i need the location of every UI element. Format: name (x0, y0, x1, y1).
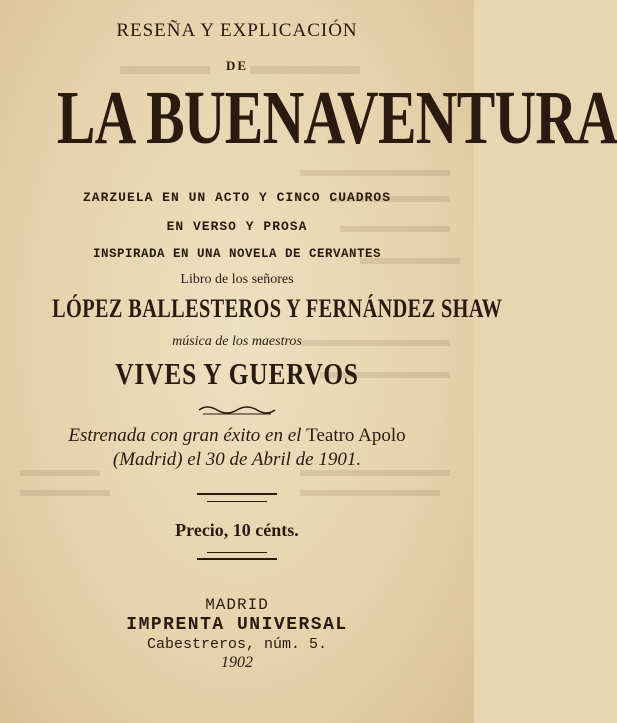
premiere-text: Estrenada con gran éxito en el (68, 425, 302, 446)
imprint-year: 1902 (221, 654, 253, 671)
composers: VIVES Y GUERVOS (115, 356, 359, 391)
imprint-printer: IMPRENTA UNIVERSAL (126, 615, 348, 635)
libretto-label: Libro de los señores (180, 272, 294, 287)
premiere-line-1 (0, 425, 474, 447)
subtitle-line-3: INSPIRADA EN UNA NOVELA DE CERVANTES (92, 247, 382, 261)
price: Precio, 10 cénts. (175, 520, 299, 540)
music-label: música de los maestros (172, 334, 302, 349)
main-title: LA BUENAVENTURA (56, 76, 617, 160)
divider-rule (197, 493, 277, 495)
premiere-line-2: (Madrid) el 30 de Abril de 1901. (112, 449, 362, 470)
authors: LÓPEZ BALLESTEROS Y FERNÁNDEZ SHAW (52, 294, 503, 323)
subtitle-line-1: ZARZUELA EN UN ACTO Y CINCO CUADROS (82, 190, 392, 205)
divider-rule-thin (207, 501, 267, 502)
imprint-address: Cabestreros, núm. 5. (146, 636, 328, 653)
heading-line-1: RESEÑA Y EXPLICACIÓN (116, 20, 358, 41)
divider-rule-thin (207, 552, 267, 553)
heading-line-2: DE (225, 58, 249, 73)
theatre-name: Teatro Apolo (306, 425, 406, 446)
imprint-city: MADRID (205, 596, 269, 614)
divider-rule (197, 558, 277, 560)
subtitle-line-2: EN VERSO Y PROSA (166, 219, 308, 234)
ornamental-swash (197, 404, 277, 416)
